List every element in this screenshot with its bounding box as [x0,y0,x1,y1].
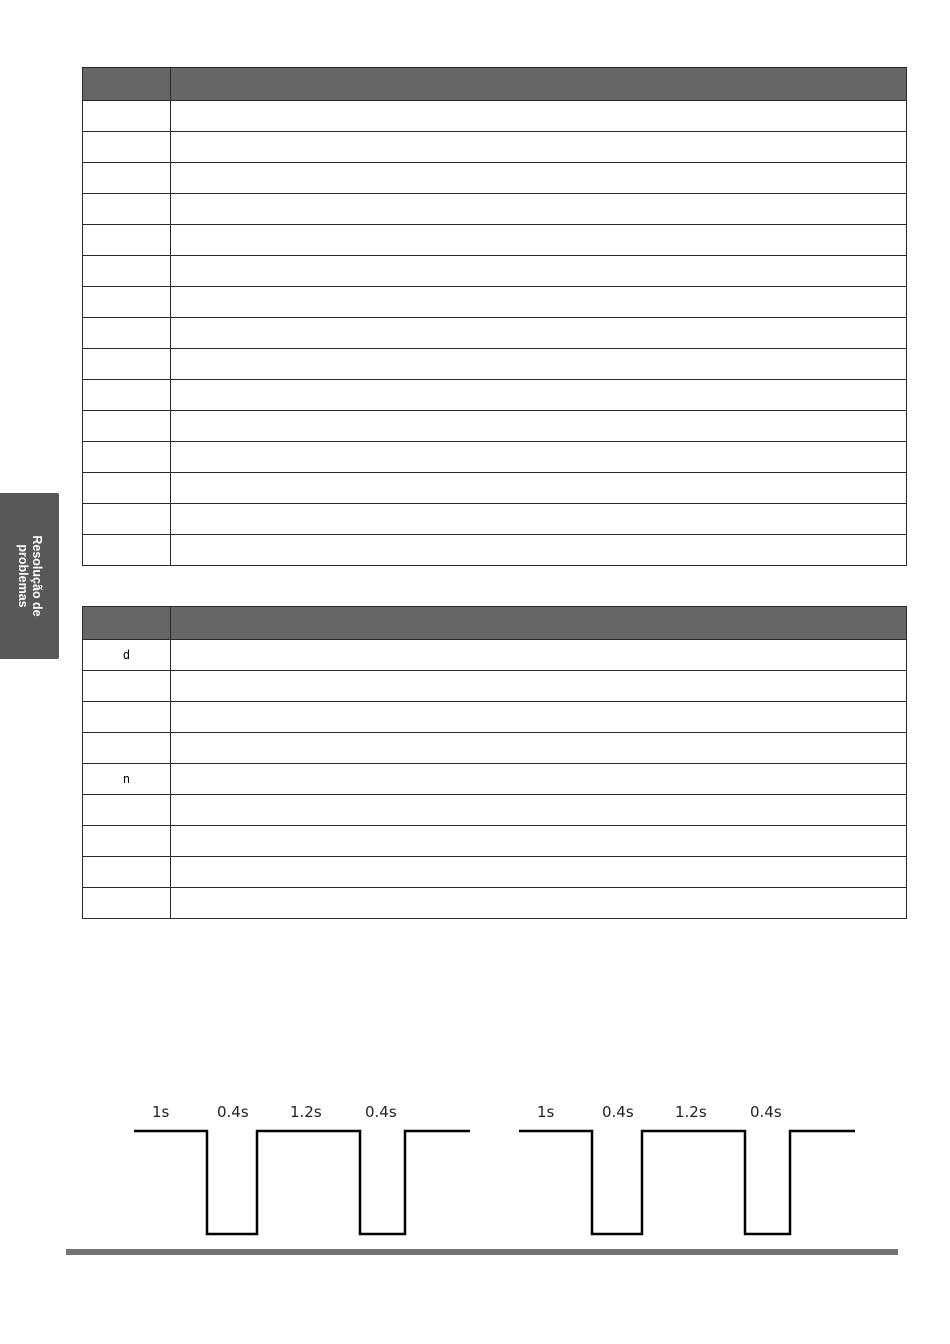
table-row [83,101,907,132]
pulse-label: 0.4s [750,1103,782,1121]
description-cell [171,225,907,256]
pulse-label: 0.4s [217,1103,249,1121]
pulse-label: 1s [537,1103,555,1121]
table-row [83,535,907,566]
code-cell [83,101,171,132]
code-cell [83,888,171,919]
table-row [83,733,907,764]
table-row [83,504,907,535]
code-cell [83,194,171,225]
code-cell [83,473,171,504]
header-cell [171,68,907,101]
code-cell [83,256,171,287]
header-cell [83,68,171,101]
pulse-label: 1s [152,1103,170,1121]
description-cell [171,256,907,287]
code-cell [83,163,171,194]
table-header-row [83,607,907,640]
table-row [83,194,907,225]
table-row [83,857,907,888]
description-cell [171,132,907,163]
code-cell: n [83,764,171,795]
description-cell [171,640,907,671]
description-cell [171,473,907,504]
code-cell [83,702,171,733]
code-cell [83,671,171,702]
table-row [83,764,907,795]
code-cell [83,287,171,318]
pulse-waveform [519,1131,855,1234]
description-cell [171,194,907,225]
table-row [83,380,907,411]
description-cell [171,795,907,826]
code-cell [83,349,171,380]
code-cell [83,380,171,411]
description-cell [171,287,907,318]
pulse-diagram-1 [130,1095,475,1240]
code-cell [83,504,171,535]
table-row [83,671,907,702]
description-cell [171,535,907,566]
table-row [83,287,907,318]
description-cell [171,733,907,764]
description-cell [171,826,907,857]
table-row [83,442,907,473]
description-cell [171,504,907,535]
error-code-table-2 [82,606,907,919]
table-row [83,795,907,826]
error-code-table-1 [82,67,907,566]
code-cell [83,857,171,888]
header-cell [171,607,907,640]
table-row [83,256,907,287]
section-side-tab [0,493,59,659]
pulse-label: 0.4s [602,1103,634,1121]
description-cell [171,101,907,132]
pulse-waveform [134,1131,470,1234]
description-cell [171,857,907,888]
side-tab-label: Resolução de problemas [16,535,44,617]
table-row [83,411,907,442]
pulse-label: 1.2s [675,1103,707,1121]
description-cell [171,163,907,194]
table-row [83,473,907,504]
header-cell [83,607,171,640]
description-cell [171,702,907,733]
description-cell [171,888,907,919]
table-row [83,163,907,194]
description-cell [171,318,907,349]
table-row [83,640,907,671]
code-cell [83,411,171,442]
table-row [83,702,907,733]
table-header-row [83,68,907,101]
description-cell [171,349,907,380]
table-row [83,225,907,256]
table-row [83,132,907,163]
code-cell [83,442,171,473]
pulse-label: 1.2s [290,1103,322,1121]
table-row [83,349,907,380]
table-row [83,826,907,857]
code-cell [83,733,171,764]
footer-divider [66,1249,898,1255]
code-cell [83,795,171,826]
table-row [83,318,907,349]
pulse-label: 0.4s [365,1103,397,1121]
description-cell [171,442,907,473]
code-cell [83,318,171,349]
code-cell [83,132,171,163]
description-cell [171,411,907,442]
table-row [83,888,907,919]
description-cell [171,764,907,795]
code-cell [83,225,171,256]
description-cell [171,671,907,702]
description-cell [171,380,907,411]
code-cell: d [83,640,171,671]
pulse-diagram-2 [515,1095,860,1240]
code-cell [83,826,171,857]
code-cell [83,535,171,566]
